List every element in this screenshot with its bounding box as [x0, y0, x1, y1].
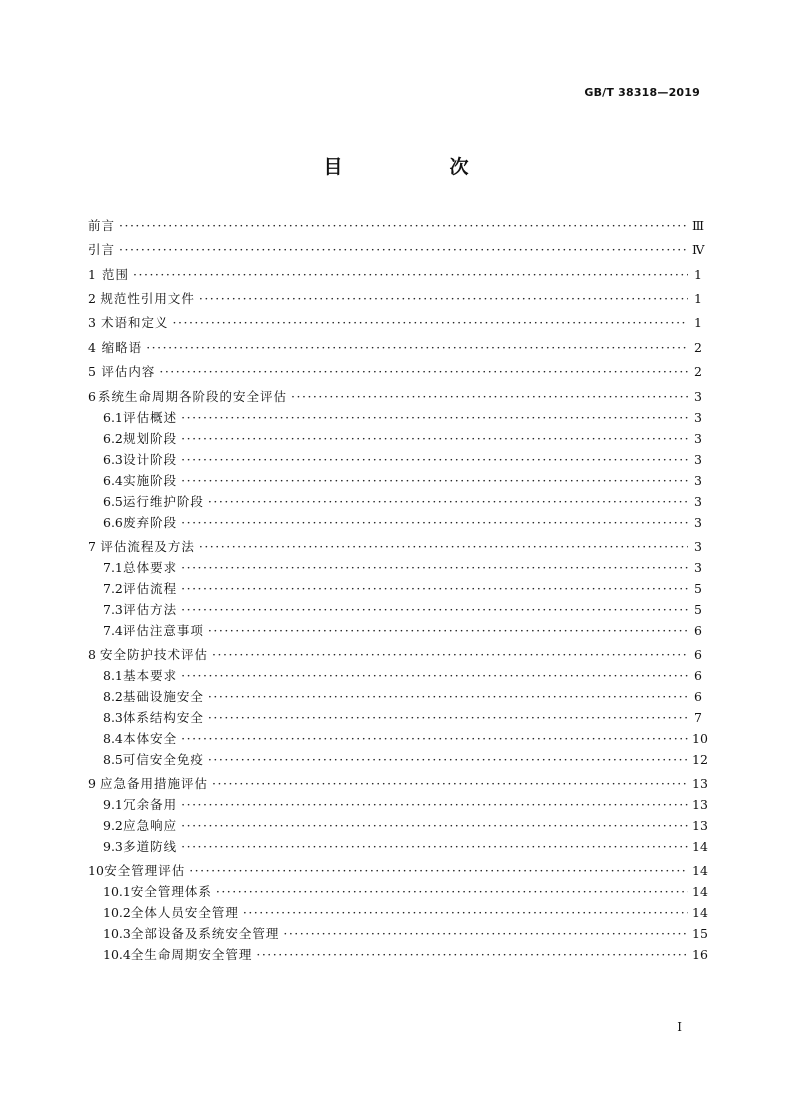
dot-leader	[181, 560, 688, 576]
dot-leader	[133, 267, 688, 283]
toc-entry-number: 7.2	[103, 581, 123, 596]
dot-leader	[181, 452, 688, 468]
toc-entry[interactable]	[103, 431, 702, 447]
toc-entry-label: 基本要求	[123, 668, 178, 683]
toc-entry-number: 7.1	[103, 560, 123, 575]
toc-entry-number: 6.1	[103, 410, 123, 425]
toc-entry[interactable]	[88, 776, 708, 792]
toc-entry-label: 应急备用措施评估	[100, 776, 209, 791]
toc-entry-number: 1	[88, 267, 96, 282]
toc-entry[interactable]	[88, 539, 702, 555]
toc-entry-label: 前言	[88, 218, 116, 233]
dot-leader	[181, 581, 688, 597]
toc-entry-page: 6	[694, 623, 702, 638]
dot-leader	[283, 926, 688, 942]
toc-entry-page: 1	[694, 315, 702, 330]
toc-entry-page: Ⅲ	[692, 218, 705, 233]
toc-entry-page: 13	[692, 776, 708, 791]
toc-entry-page: 3	[694, 560, 702, 575]
toc-entry[interactable]	[88, 364, 702, 380]
toc-entry-label: 评估流程	[123, 581, 178, 596]
toc-entry[interactable]	[103, 839, 708, 855]
toc-entry-label: 多道防线	[123, 839, 178, 854]
toc-entry-label: 基础设施安全	[122, 689, 204, 704]
toc-entry-number: 6.6	[103, 515, 123, 530]
toc-entry-label: 引言	[88, 242, 116, 257]
dot-leader	[208, 689, 688, 705]
toc-entry-number: 7	[88, 539, 96, 554]
toc-entry-number: 10.3	[103, 926, 131, 941]
dot-leader	[199, 291, 688, 307]
toc-entry-label: 废弃阶段	[123, 515, 178, 530]
toc-entry-page: 13	[692, 818, 708, 833]
toc-entry[interactable]	[88, 389, 702, 405]
toc-entry-number: 6	[88, 389, 96, 404]
dot-leader	[119, 242, 688, 258]
dot-leader	[216, 884, 688, 900]
toc-entry-label: 本体安全	[123, 731, 178, 746]
dot-leader	[181, 731, 688, 747]
toc-entry-page: 1	[694, 267, 702, 282]
toc-entry[interactable]	[103, 410, 702, 426]
toc-entry-label: 术语和定义	[101, 315, 169, 330]
toc-entry[interactable]	[88, 218, 705, 234]
toc-entry[interactable]	[103, 752, 708, 768]
dot-leader	[243, 905, 688, 921]
dot-leader	[291, 389, 688, 405]
toc-entry-number: 7.3	[103, 602, 123, 617]
toc-entry-label: 评估流程及方法	[100, 539, 195, 554]
toc-entry[interactable]	[88, 647, 702, 663]
toc-entry[interactable]	[103, 668, 702, 684]
toc-entry-number: 6.4	[103, 473, 123, 488]
toc-entry-page: 3	[694, 494, 702, 509]
dot-leader	[181, 797, 688, 813]
toc-entry[interactable]	[88, 267, 702, 283]
toc-entry-number: 10.2	[103, 905, 131, 920]
toc-entry-number: 9	[88, 776, 96, 791]
standard-code: GB/T 38318—2019	[584, 86, 700, 99]
dot-leader	[146, 340, 688, 356]
toc-entry[interactable]	[88, 340, 702, 356]
toc-entry[interactable]	[103, 884, 708, 900]
dot-leader	[256, 947, 688, 963]
toc-entry-label: 规范性引用文件	[100, 291, 195, 306]
toc-entry[interactable]	[103, 905, 708, 921]
toc-entry-page: 2	[694, 364, 702, 379]
toc-entry[interactable]	[103, 710, 702, 726]
toc-entry[interactable]	[103, 473, 702, 489]
dot-leader	[181, 839, 688, 855]
toc-entry-label: 全部设备及系统安全管理	[130, 926, 280, 941]
toc-entry-page: 14	[692, 884, 708, 899]
page-number: I	[677, 1020, 682, 1034]
toc-entry-page: 3	[694, 539, 702, 554]
toc-entry-number: 10.4	[103, 947, 131, 962]
toc-entry-number: 8.3	[103, 710, 123, 725]
toc-entry-label: 总体要求	[123, 560, 178, 575]
toc-entry[interactable]	[88, 863, 708, 879]
toc-entry-number: 6.5	[103, 494, 123, 509]
toc-entry-label: 安全管理评估	[104, 863, 186, 878]
toc-entry-page: Ⅳ	[692, 242, 705, 257]
toc-entry-number: 8.5	[103, 752, 123, 767]
toc-entry-label: 系统生命周期各阶段的安全评估	[98, 389, 288, 404]
toc-entry[interactable]	[103, 515, 702, 531]
toc-entry-label: 应急响应	[123, 818, 178, 833]
toc-entry-number: 7.4	[103, 623, 123, 638]
toc-entry[interactable]	[103, 818, 708, 834]
toc-entry-label: 运行维护阶段	[122, 494, 204, 509]
toc-entry-number: 6.2	[103, 431, 123, 446]
toc-entry[interactable]	[103, 602, 702, 618]
toc-entry[interactable]	[103, 797, 708, 813]
toc-entry-label: 安全防护技术评估	[100, 647, 209, 662]
toc-entry-number: 6.3	[103, 452, 123, 467]
toc-entry-page: 3	[694, 515, 702, 530]
toc-entry[interactable]	[103, 947, 708, 963]
page-title: 目 次	[323, 156, 513, 178]
toc-entry-number: 2	[88, 291, 96, 306]
toc-entry-label: 可信安全免疫	[122, 752, 204, 767]
toc-entry[interactable]	[88, 291, 702, 307]
toc-entry-page: 16	[692, 947, 708, 962]
toc-entry-page: 3	[694, 410, 702, 425]
toc-entry-page: 12	[692, 752, 708, 767]
toc-entry[interactable]	[103, 560, 702, 576]
toc-entry-number: 10	[88, 863, 104, 878]
toc-entry[interactable]	[88, 315, 702, 331]
toc-entry[interactable]	[103, 452, 702, 468]
toc-entry-page: 3	[694, 431, 702, 446]
toc-entry-page: 6	[694, 668, 702, 683]
toc-entry-page: 3	[694, 473, 702, 488]
toc-entry-page: 15	[692, 926, 708, 941]
toc-entry[interactable]	[88, 242, 705, 258]
dot-leader	[181, 473, 688, 489]
toc-entry-number: 8.4	[103, 731, 123, 746]
toc-entry-label: 设计阶段	[123, 452, 178, 467]
toc-entry-label: 规划阶段	[123, 431, 178, 446]
toc-entry-page: 2	[694, 340, 702, 355]
toc-entry-page: 5	[694, 602, 702, 617]
toc-entry-label: 评估方法	[123, 602, 178, 617]
dot-leader	[189, 863, 688, 879]
dot-leader	[208, 494, 688, 510]
dot-leader	[212, 647, 688, 663]
toc-entry-label: 范围	[102, 267, 130, 282]
dot-leader	[159, 364, 688, 380]
toc-entry-label: 评估概述	[123, 410, 178, 425]
toc-entry-label: 实施阶段	[123, 473, 178, 488]
dot-leader	[181, 818, 688, 834]
dot-leader	[199, 539, 688, 555]
toc-entry[interactable]	[103, 623, 702, 639]
dot-leader	[181, 431, 688, 447]
toc-entry-label: 评估注意事项	[122, 623, 204, 638]
toc-entry-number: 8.2	[103, 689, 123, 704]
toc-entry-number: 4	[88, 340, 96, 355]
toc-entry-page: 1	[694, 291, 702, 306]
dot-leader	[181, 602, 688, 618]
dot-leader	[208, 623, 688, 639]
toc-entry-number: 10.1	[103, 884, 131, 899]
toc-entry[interactable]	[103, 494, 702, 510]
toc-entry-number: 8	[88, 647, 96, 662]
toc-entry-page: 14	[692, 905, 708, 920]
toc-entry-label: 评估内容	[101, 364, 156, 379]
toc-entry-number: 9.2	[103, 818, 123, 833]
dot-leader	[181, 668, 688, 684]
dot-leader	[181, 410, 688, 426]
toc-entry-number: 9.1	[103, 797, 123, 812]
toc-entry-page: 14	[692, 863, 708, 878]
toc-entry-page: 6	[694, 647, 702, 662]
toc-entry[interactable]	[103, 581, 702, 597]
toc-entry-number: 9.3	[103, 839, 123, 854]
toc-entry-page: 14	[692, 839, 708, 854]
toc-entry-page: 6	[694, 689, 702, 704]
toc-entry-label: 全生命周期安全管理	[130, 947, 253, 962]
dot-leader	[212, 776, 688, 792]
toc-entry-label: 安全管理体系	[130, 884, 212, 899]
toc-entry[interactable]	[103, 689, 702, 705]
dot-leader	[208, 752, 688, 768]
dot-leader	[173, 315, 688, 331]
toc-entry-number: 3	[88, 315, 96, 330]
toc-entry-page: 13	[692, 797, 708, 812]
toc-entry-number: 5	[88, 364, 96, 379]
toc-entry-number: 8.1	[103, 668, 123, 683]
toc-entry-page: 3	[694, 389, 702, 404]
toc-entry-label: 体系结构安全	[122, 710, 204, 725]
toc-entry[interactable]	[103, 731, 708, 747]
toc-entry-label: 缩略语	[101, 340, 143, 355]
toc-entry-page: 7	[694, 710, 702, 725]
toc-entry[interactable]	[103, 926, 708, 942]
toc-entry-page: 5	[694, 581, 702, 596]
toc-entry-label: 冗余备用	[123, 797, 178, 812]
toc-entry-label: 全体人员安全管理	[130, 905, 239, 920]
toc-entry-page: 3	[694, 452, 702, 467]
dot-leader	[181, 515, 688, 531]
toc-entry-page: 10	[692, 731, 708, 746]
dot-leader	[208, 710, 688, 726]
dot-leader	[119, 218, 688, 234]
